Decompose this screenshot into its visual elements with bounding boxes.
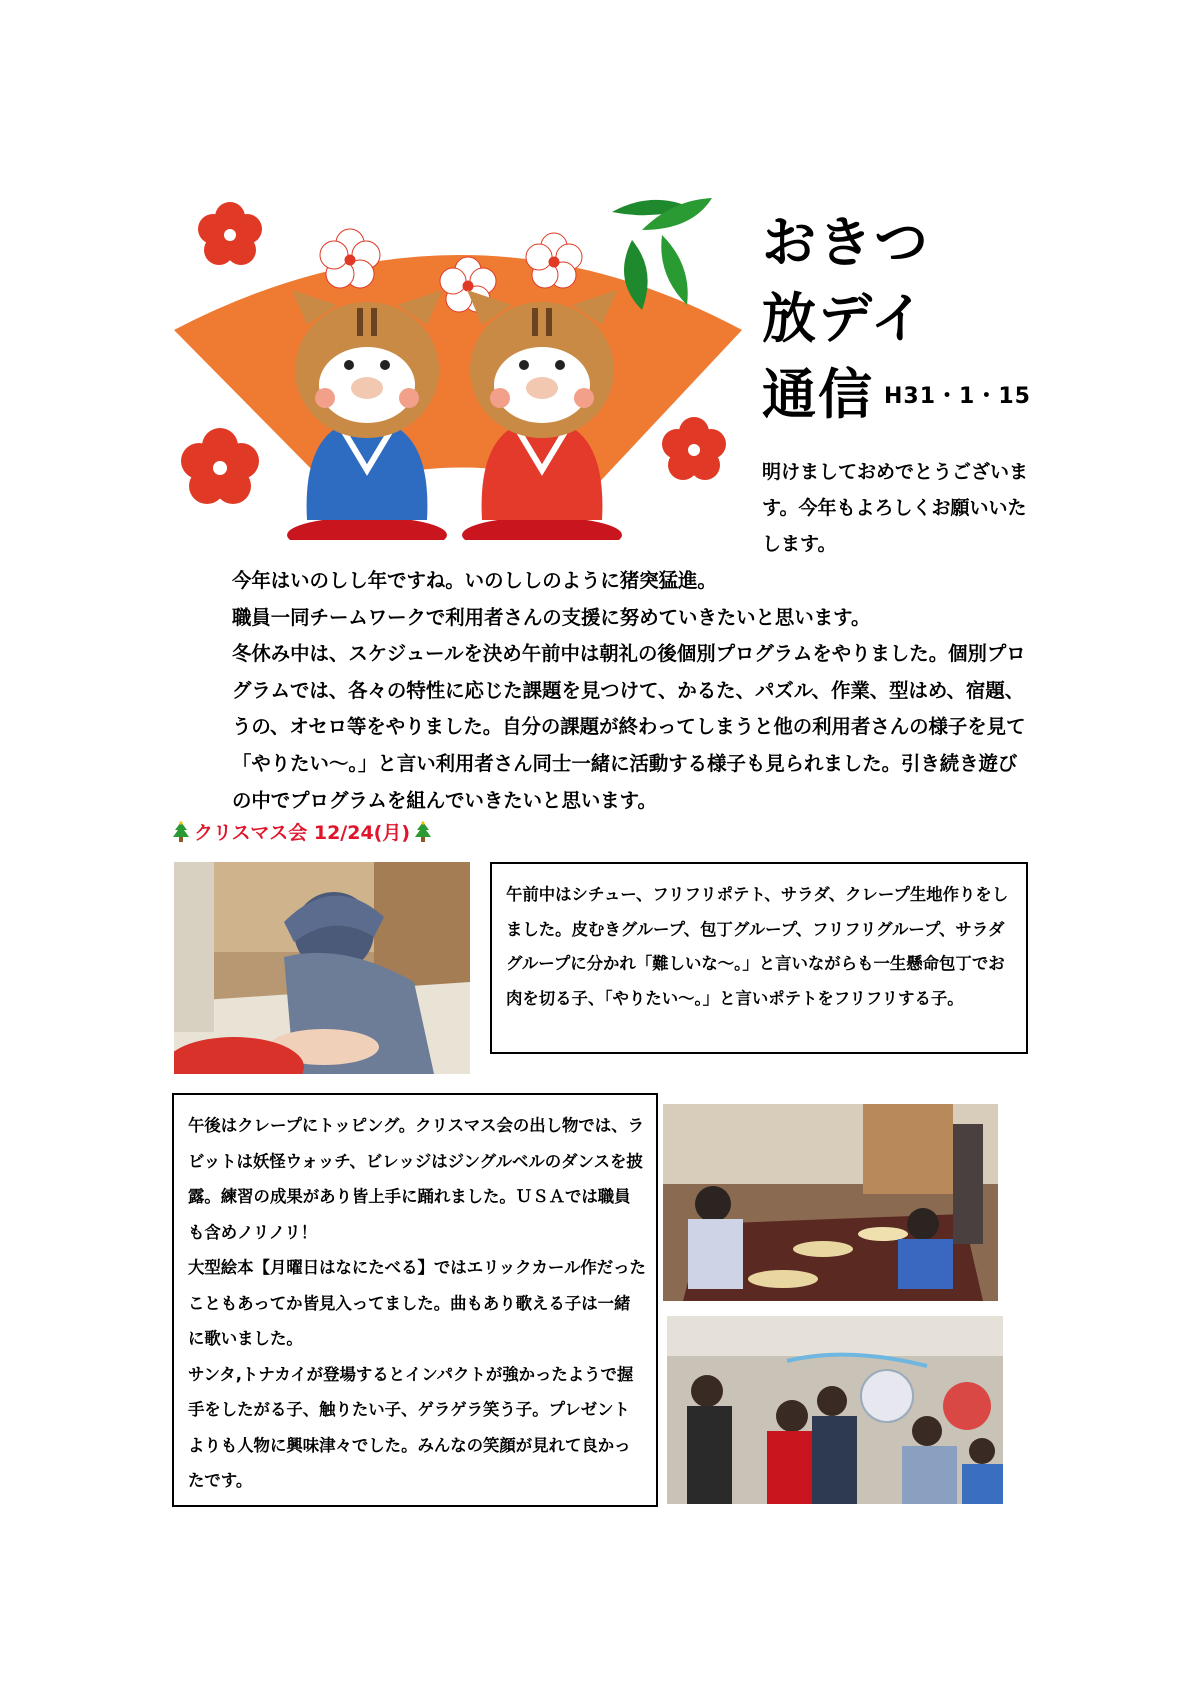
title-line-3 — [762, 357, 1031, 435]
intro-paragraph-1: 今年はいのしし年ですね。いのししのように猪突猛進。 — [232, 569, 717, 592]
new-year-illustration — [172, 190, 752, 540]
morning-activity-text: 午前中はシチュー、フリフリポテト、サラダ、クレープ生地作りをしました。皮むきグループ、包丁グループ、フリフリグループ、サラダグループに分かれ「難しいな～。」と言いながらも一生懸命包丁でお肉を切る子、「やりたい～。」と言いポテトをフリフリする子。 — [506, 885, 1009, 1008]
afternoon-paragraph-2: 大型絵本【月曜日はなにたべる】ではエリックカール作だったこともあってか皆見入ってました。曲もあり歌える子は一緒に歌いました。 — [188, 1258, 646, 1348]
christmas-tree-icon — [414, 821, 432, 843]
new-year-greeting: 明けましておめでとうございます。今年もよろしくお願いいたします。 — [762, 461, 1029, 555]
christmas-heading-text: クリスマス会 12/24(月) — [194, 822, 411, 844]
title-line-3-text: 通信 — [762, 363, 874, 426]
photo-crepe-topping — [663, 1104, 998, 1301]
title-line-1: おきつ — [762, 211, 930, 274]
intro-paragraph-2: 職員一同チームワークで利用者さんの支援に努めていきたいと思います。 — [232, 605, 871, 629]
morning-activity-box — [490, 862, 1028, 1054]
photo-cooking — [174, 862, 470, 1074]
intro-paragraph-3: 冬休み中は、スケジュールを決め午前中は朝礼の後個別プログラムをやりました。個別プログラムでは、各々の特性に応じた課題を見つけて、かるた、パズル、作業、型はめ、宿題、うの、オセロ等をやりました。自分の課題が終わってしまうと他の利用者さんの様子を見て「やりたい～。」と言い利用者さん同士一緒に活動する様子も見られました。引き続き遊びの中でプログラムを組んでいきたいと思います。 — [232, 642, 1026, 812]
afternoon-paragraph-3: サンタ,トナカイが登場するとインパクトが強かったようで握手をしたがる子、触りたい子、ゲラゲラ笑う子。プレゼントよりも人物に興味津々でした。みんなの笑顔が見れて良かったです。 — [188, 1364, 634, 1490]
newsletter-title — [762, 205, 1031, 435]
photo-santa-visit — [667, 1316, 1003, 1504]
fan-illustration — [172, 190, 752, 540]
afternoon-activity-box — [172, 1093, 658, 1507]
issue-date: H31・1・15 — [884, 384, 1031, 409]
title-line-2: 放デイ — [762, 287, 927, 350]
afternoon-paragraph-1: 午後はクレープにトッピング。クリスマス会の出し物では、ラビットは妖怪ウォッチ、ビレッジはジングルベルのダンスを披露。練習の成果があり皆上手に踊れました。ＵＳＡでは職員も含めノリノリ！ — [188, 1116, 644, 1242]
christmas-section-heading — [172, 818, 432, 845]
intro-text — [232, 563, 1032, 819]
christmas-tree-icon — [172, 821, 190, 843]
